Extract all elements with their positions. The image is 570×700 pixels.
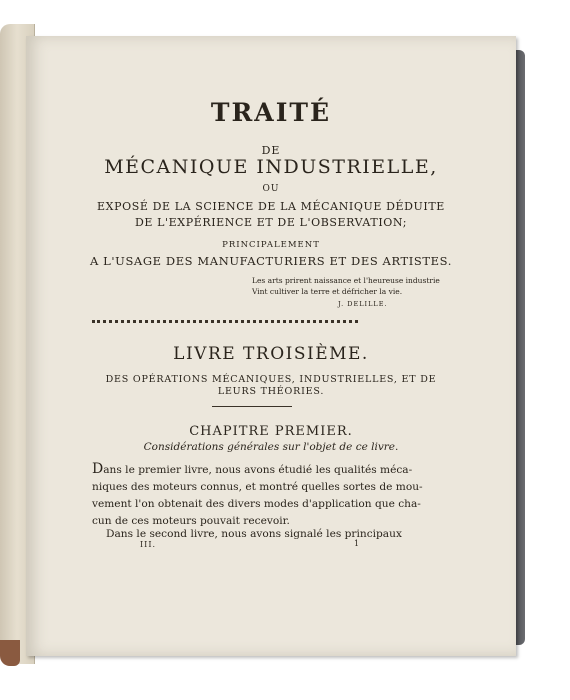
paragraph-text: ans le premier livre, nous avons étudié les qualités méca- [103,464,413,476]
usage-line: A L'USAGE DES MANUFACTURIERS ET DES ARTISTES. [90,254,452,268]
description-line-2: DE L'EXPÉRIENCE ET DE L'OBSERVATION; [134,216,408,229]
signature-mark: 1 [354,539,360,548]
volume-folio: III. [140,540,157,549]
paragraph-2-line: Dans le second livre, nous avons signalé les principaux [106,528,402,540]
section-subtitle-line-1: DES OPÉRATIONS MÉCANIQUES, INDUSTRIELLES, ET DE [105,374,437,385]
book-title: TRAITÉ [210,98,332,127]
dotted-divider [92,320,358,323]
section-subtitle-line-2: LEURS THÉORIES. [217,386,325,397]
title-ou: OU [262,184,280,194]
cover-corner [0,640,20,666]
paragraph-line: niques des moteurs connus, et montré quelles sortes de mou- [92,481,423,493]
epigraph-line-1: Les arts prirent naissance et l'heureuse industrie [252,276,440,285]
epigraph-line-2: Vint cultiver la terre et défricher la vie. [252,287,403,296]
chapter-subheading: Considérations générales sur l'objet de ce livre. [143,441,399,453]
title-de: DE [261,144,281,157]
book-subtitle: MÉCANIQUE INDUSTRIELLE, [104,156,438,178]
book-page [26,36,516,656]
paragraph-line [92,461,413,479]
principalement-label: PRINCIPALEMENT [222,240,320,250]
epigraph-author: J. DELILLE. [338,300,388,308]
chapter-heading: CHAPITRE PREMIER. [189,424,353,439]
short-divider [212,406,292,407]
drop-cap: D [92,461,104,477]
description-line-1: EXPOSÉ DE LA SCIENCE DE LA MÉCANIQUE DÉDUITE [97,200,445,213]
paragraph-1 [92,461,423,530]
paragraph-line: vement l'on obtenait des divers modes d'application que cha- [92,498,421,510]
section-heading: LIVRE TROISIÈME. [173,344,369,364]
paragraph-line: cun de ces moteurs pouvait recevoir. [92,515,290,527]
